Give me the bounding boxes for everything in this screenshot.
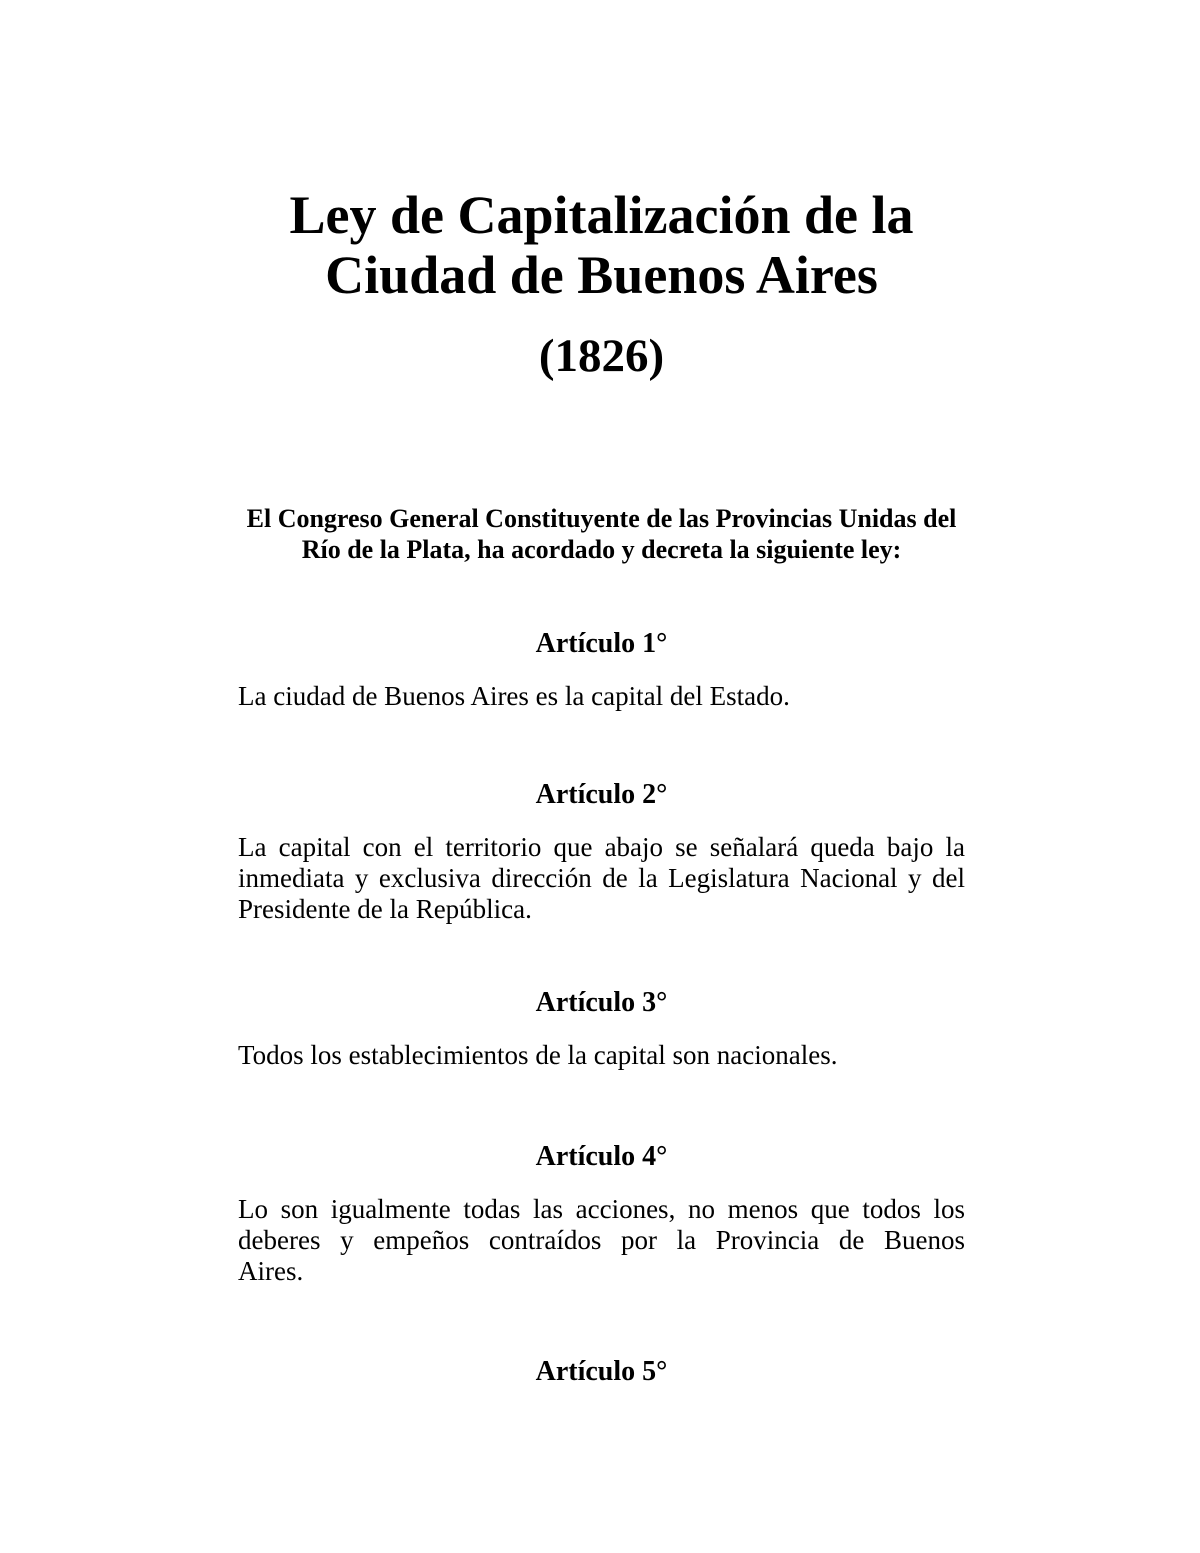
preamble-line-1: El Congreso General Constituyente de las Provincias Unidas del <box>246 504 957 533</box>
article-2-body <box>238 832 965 925</box>
document-year: (1826) <box>538 330 665 382</box>
article-1-body <box>238 681 965 712</box>
article-1-body-line-1: La ciudad de Buenos Aires es la capital del Estado. <box>238 681 790 711</box>
article-2-body-line-3: Presidente de la República. <box>238 894 532 924</box>
document-title <box>238 185 965 305</box>
document-title-line-2: Ciudad de Buenos Aires <box>325 245 878 305</box>
article-2-heading: Artículo 2° <box>535 779 668 810</box>
article-3-body-line-1: Todos los establecimientos de la capital son nacionales. <box>238 1040 838 1070</box>
article-5 <box>238 1356 965 1387</box>
article-2-body-line-1: La capital con el territorio que abajo se señalará queda bajo la <box>238 832 965 862</box>
article-2-body-line-2: inmediata y exclusiva dirección de la Legislatura Nacional y del <box>238 863 965 893</box>
preamble <box>238 503 965 565</box>
article-4-body <box>238 1194 965 1287</box>
article-1-heading: Artículo 1° <box>535 628 668 659</box>
article-1 <box>238 628 965 712</box>
article-4-body-line-3: Aires. <box>238 1256 304 1286</box>
document-title-line-1: Ley de Capitalización de la <box>289 185 914 245</box>
preamble-line-2: Río de la Plata, ha acordado y decreta la siguiente ley: <box>301 535 902 564</box>
article-5-heading: Artículo 5° <box>535 1356 668 1387</box>
article-4-body-line-2: deberes y empeños contraídos por la Provincia de Buenos <box>238 1225 965 1255</box>
article-3-heading: Artículo 3° <box>535 987 668 1018</box>
article-2 <box>238 779 965 925</box>
article-4-body-line-1: Lo son igualmente todas las acciones, no menos que todos los <box>238 1194 965 1224</box>
article-3-body <box>238 1040 965 1071</box>
article-4-heading: Artículo 4° <box>535 1141 668 1172</box>
article-4 <box>238 1141 965 1287</box>
article-3 <box>238 987 965 1071</box>
